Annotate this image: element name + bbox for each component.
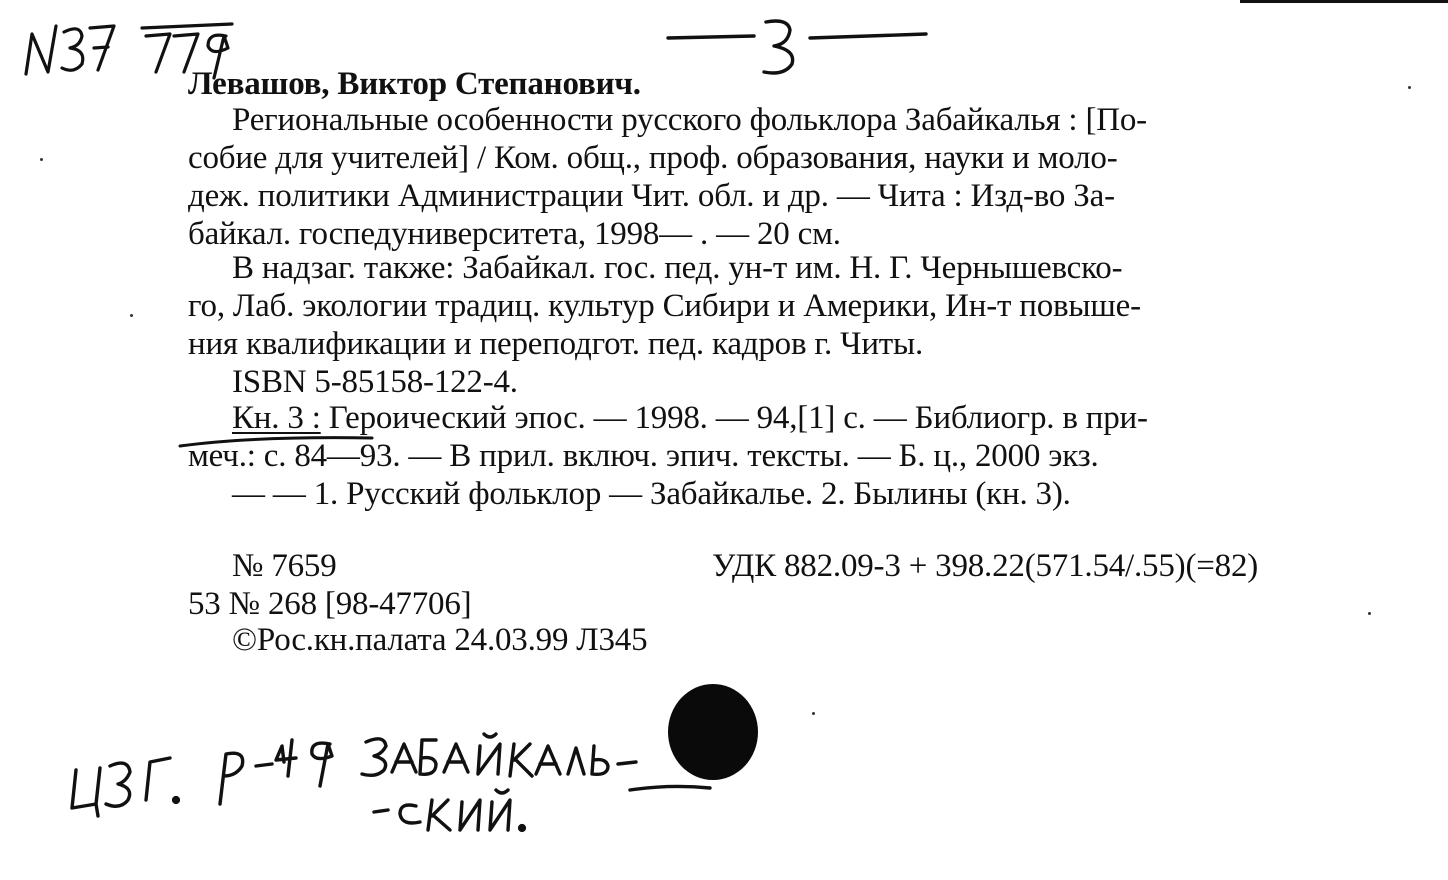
scan-speck (812, 712, 815, 715)
scan-speck (1368, 612, 1371, 615)
title-line: собие для учителей] / Ком. общ., проф. образования, науки и моло- (188, 140, 1118, 176)
series-number: 53 № 268 [98-47706] (188, 586, 472, 622)
scan-speck (130, 314, 133, 317)
isbn: ISBN 5-85158-122-4. (232, 364, 518, 400)
handwritten-classification (70, 700, 770, 850)
udc-code: УДК 882.09-3 + 398.22(571.54/.55)(=82) (712, 548, 1259, 584)
note-line: В надзаг. также: Забайкал. гос. пед. ун-т им. Н. Г. Чернышевско- (232, 250, 1123, 286)
author-heading: Левашов, Виктор Степанович. (188, 66, 641, 102)
volume-number: Кн. 3 : (232, 400, 321, 436)
record-number: № 7659 (232, 548, 337, 584)
note-line: го, Лаб. экологии традиц. культур Сибири и Америки, Ин-т повыше- (188, 288, 1141, 324)
handwritten-page-number (664, 14, 934, 84)
title-line: деж. политики Администрации Чит. обл. и др. — Чита : Изд-во За- (188, 178, 1115, 214)
scan-speck (1408, 86, 1411, 89)
ink-blot (668, 684, 758, 780)
volume-line-continued: меч.: с. 84—93. — В прил. включ. эпич. тексты. — Б. ц., 2000 экз. (188, 438, 1099, 474)
note-line: ния квалификации и переподгот. пед. кадров г. Читы. (188, 326, 924, 362)
book-chamber-stamp: ©Рос.кн.палата 24.03.99 Л345 (232, 622, 648, 658)
volume-description: Героический эпос. — 1998. — 94,[1] с. — Библиогр. в при- (320, 400, 1148, 436)
title-line: Региональные особенности русского фольклора Забайкалья : [По- (232, 102, 1147, 138)
scan-edge-mark (1240, 0, 1448, 3)
handwritten-underline (176, 426, 376, 456)
title-line: байкал. госпедуниверситета, 1998— . — 20 см. (188, 216, 841, 252)
subject-headings: — — 1. Русский фольклор — Забайкалье. 2. Былины (кн. 3). (232, 476, 1071, 512)
scan-speck (40, 158, 43, 161)
